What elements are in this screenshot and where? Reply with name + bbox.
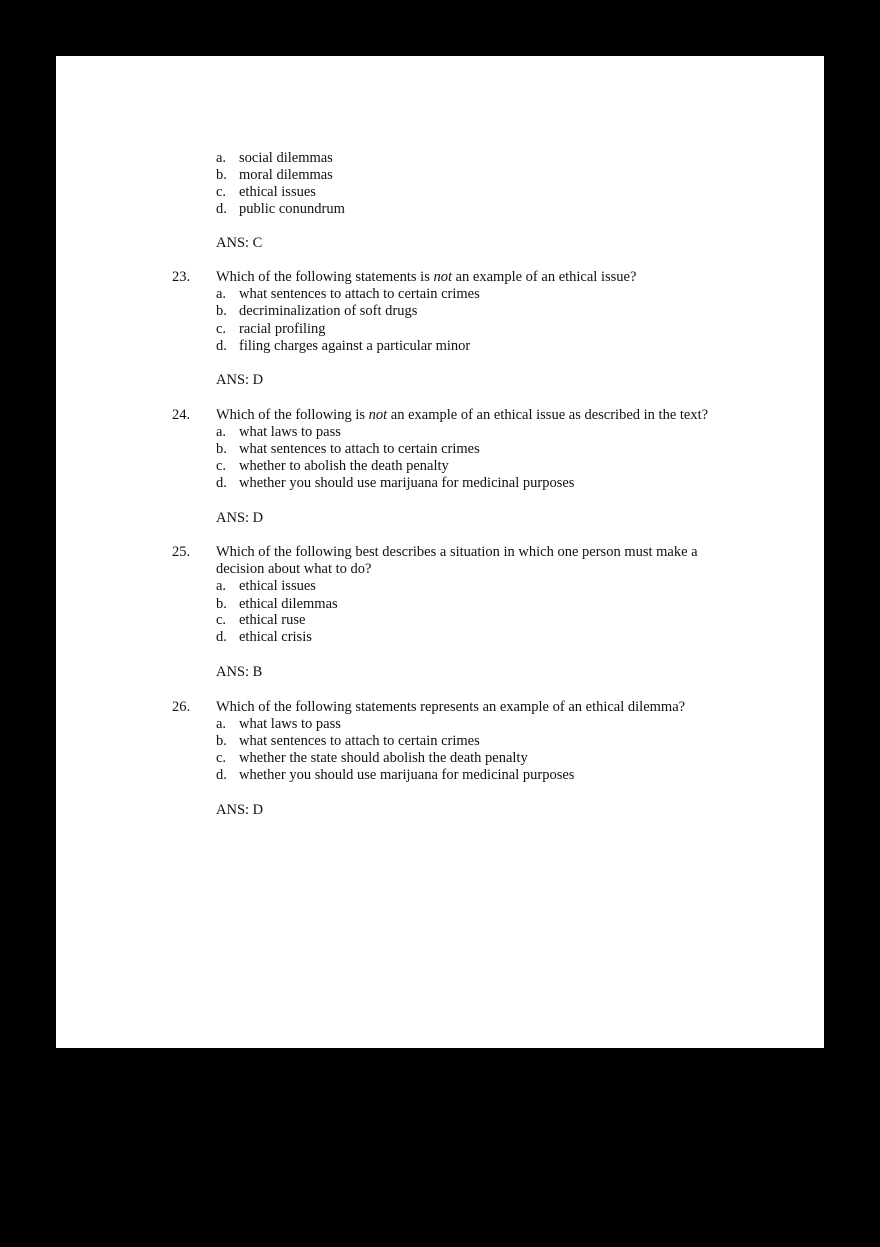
option-letter: d.: [216, 338, 227, 354]
option-letter: b.: [216, 733, 227, 749]
option-text: whether the state should abolish the death penalty: [239, 750, 528, 766]
option-letter: b.: [216, 596, 227, 612]
option-text: what sentences to attach to certain crimes: [239, 441, 480, 457]
question-number: 24.: [172, 407, 191, 423]
option-text: whether you should use marijuana for medicinal purposes: [239, 475, 575, 491]
question-number: 23.: [172, 269, 191, 285]
option-text: racial profiling: [239, 321, 326, 337]
answer-label: ANS: D: [216, 510, 264, 526]
option-letter: a.: [216, 424, 227, 440]
option-letter: c.: [216, 184, 227, 200]
answer-label: ANS: B: [216, 664, 263, 680]
option-text: whether you should use marijuana for medicinal purposes: [239, 767, 575, 783]
question-text: Which of the following statements represents an example of an ethical dilemma?: [216, 699, 686, 715]
question-text: Which of the following statements is not an example of an ethical issue?: [216, 269, 637, 285]
option-letter: c.: [216, 612, 227, 628]
question-text-line-1: Which of the following best describes a situation in which one person must make a: [216, 544, 698, 560]
option-letter: c.: [216, 458, 227, 474]
question-text-line-2: decision about what to do?: [216, 561, 372, 577]
option-text: social dilemmas: [239, 150, 333, 166]
option-text: what laws to pass: [239, 424, 341, 440]
answer-label: ANS: D: [216, 802, 264, 818]
option-letter: d.: [216, 201, 227, 217]
question-text: Which of the following is not an example of an ethical issue as described in the text?: [216, 407, 709, 423]
option-text: ethical issues: [239, 578, 316, 594]
option-text: decriminalization of soft drugs: [239, 303, 418, 319]
option-letter: b.: [216, 441, 227, 457]
option-text: ethical ruse: [239, 612, 306, 628]
option-text: whether to abolish the death penalty: [239, 458, 449, 474]
option-letter: a.: [216, 286, 227, 302]
option-letter: b.: [216, 303, 227, 319]
option-letter: b.: [216, 167, 227, 183]
option-letter: c.: [216, 321, 227, 337]
option-letter: a.: [216, 716, 227, 732]
option-letter: d.: [216, 767, 227, 783]
option-text: moral dilemmas: [239, 167, 333, 183]
answer-label: ANS: C: [216, 235, 263, 251]
option-text: filing charges against a particular minor: [239, 338, 471, 354]
option-letter: a.: [216, 150, 227, 166]
option-text: what laws to pass: [239, 716, 341, 732]
option-text: ethical dilemmas: [239, 596, 338, 612]
question-number: 26.: [172, 699, 191, 715]
option-letter: d.: [216, 475, 227, 491]
option-text: what sentences to attach to certain crimes: [239, 286, 480, 302]
answer-label: ANS: D: [216, 372, 264, 388]
question-number: 25.: [172, 544, 191, 560]
option-letter: c.: [216, 750, 227, 766]
option-letter: d.: [216, 629, 227, 645]
option-letter: a.: [216, 578, 227, 594]
option-text: public conundrum: [239, 201, 345, 217]
option-text: ethical issues: [239, 184, 316, 200]
document-page: [56, 56, 824, 1048]
option-text: ethical crisis: [239, 629, 312, 645]
option-text: what sentences to attach to certain crimes: [239, 733, 480, 749]
